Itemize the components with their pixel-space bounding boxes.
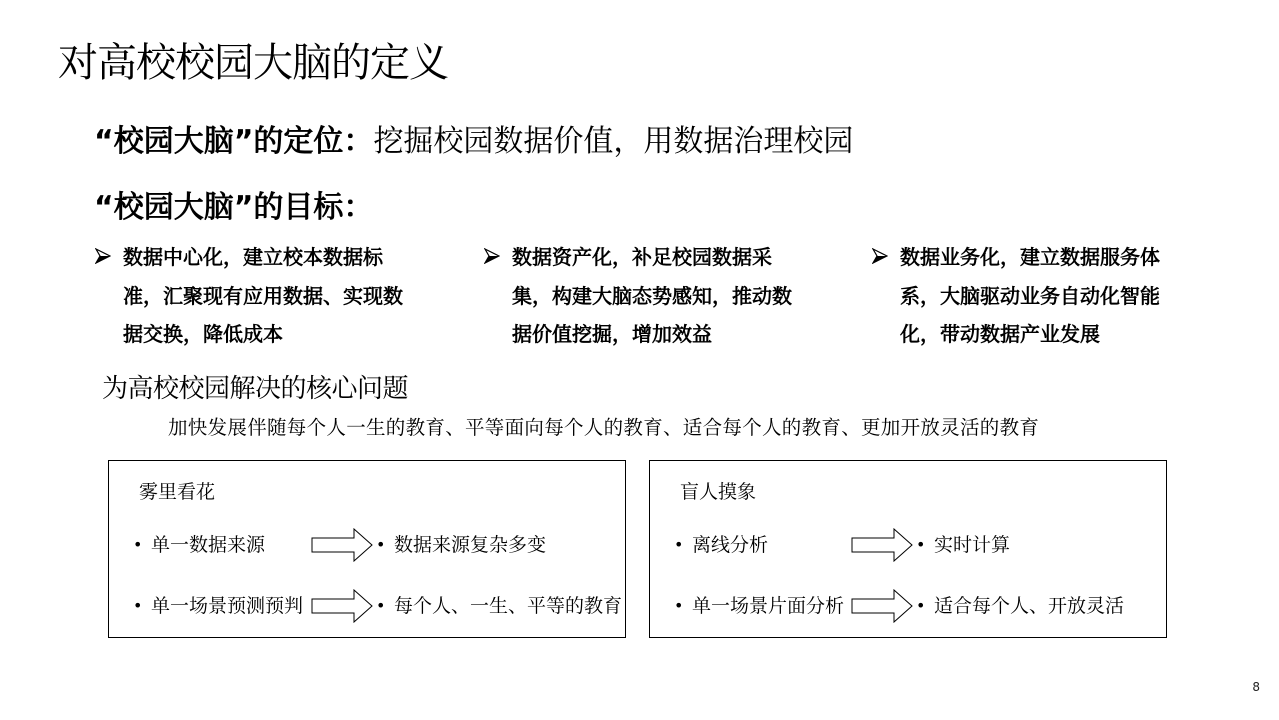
core-problems-title: 为高校校园解决的核心问题 [102,374,409,404]
right-arrow-icon [851,528,913,562]
goal-text: 数据中心化，建立校本数据标准，汇聚现有应用数据、实现数据交换，降低成本 [123,245,403,346]
bullet-icon: • [376,535,386,554]
bullet-icon: • [674,535,684,554]
bullet-icon: • [376,596,386,615]
goal-text: 数据资产化，补足校园数据采集，构建大脑态势感知，推动数据价值挖掘，增加效益 [512,245,792,346]
arrowhead-bullet-icon [95,248,111,264]
transition-row [650,591,1166,621]
right-arrow-icon [851,589,913,623]
to-item: 实时计算 [934,534,1011,556]
to-item: 适合每个人、开放灵活 [934,595,1125,617]
box-title: 雾里看花 [139,481,216,503]
bullet-icon: • [674,596,684,615]
transition-row [109,530,625,560]
goal-text: 数据业务化，建立数据服务体系，大脑驱动业务自动化智能化，带动数据产业发展 [900,245,1160,346]
to-item: 每个人、一生、平等的教育 [394,595,623,617]
bullet-icon: • [916,535,926,554]
arrowhead-bullet-icon [484,248,500,264]
problem-box-fog [108,460,626,638]
positioning-line [94,122,853,162]
goals-line [94,188,373,228]
arrowhead-bullet-icon [872,248,888,264]
slide-title: 对高校校园大脑的定义 [58,40,448,86]
right-arrow-icon [311,528,373,562]
positioning-label: “校园大脑”的定位： [94,124,374,159]
core-problems-subtitle: 加快发展伴随每个人一生的教育、平等面向每个人的教育、适合每个人的教育、更加开放灵活的教育 [168,416,1040,439]
bullet-icon: • [916,596,926,615]
page-number: 8 [1252,680,1260,694]
transition-row [109,591,625,621]
right-arrow-icon [311,589,373,623]
from-item: 单一场景片面分析 [692,595,845,617]
positioning-text: 挖掘校园数据价值，用数据治理校园 [373,124,854,159]
transition-row [650,530,1166,560]
bullet-icon: • [133,596,143,615]
from-item: 离线分析 [692,534,769,556]
goals-label: “校园大脑”的目标： [94,190,374,225]
box-title: 盲人摸象 [680,481,757,503]
problem-box-blind [649,460,1167,638]
from-item: 单一场景预测预判 [151,595,304,617]
to-item: 数据来源复杂多变 [394,534,547,556]
bullet-icon: • [133,535,143,554]
from-item: 单一数据来源 [151,534,266,556]
